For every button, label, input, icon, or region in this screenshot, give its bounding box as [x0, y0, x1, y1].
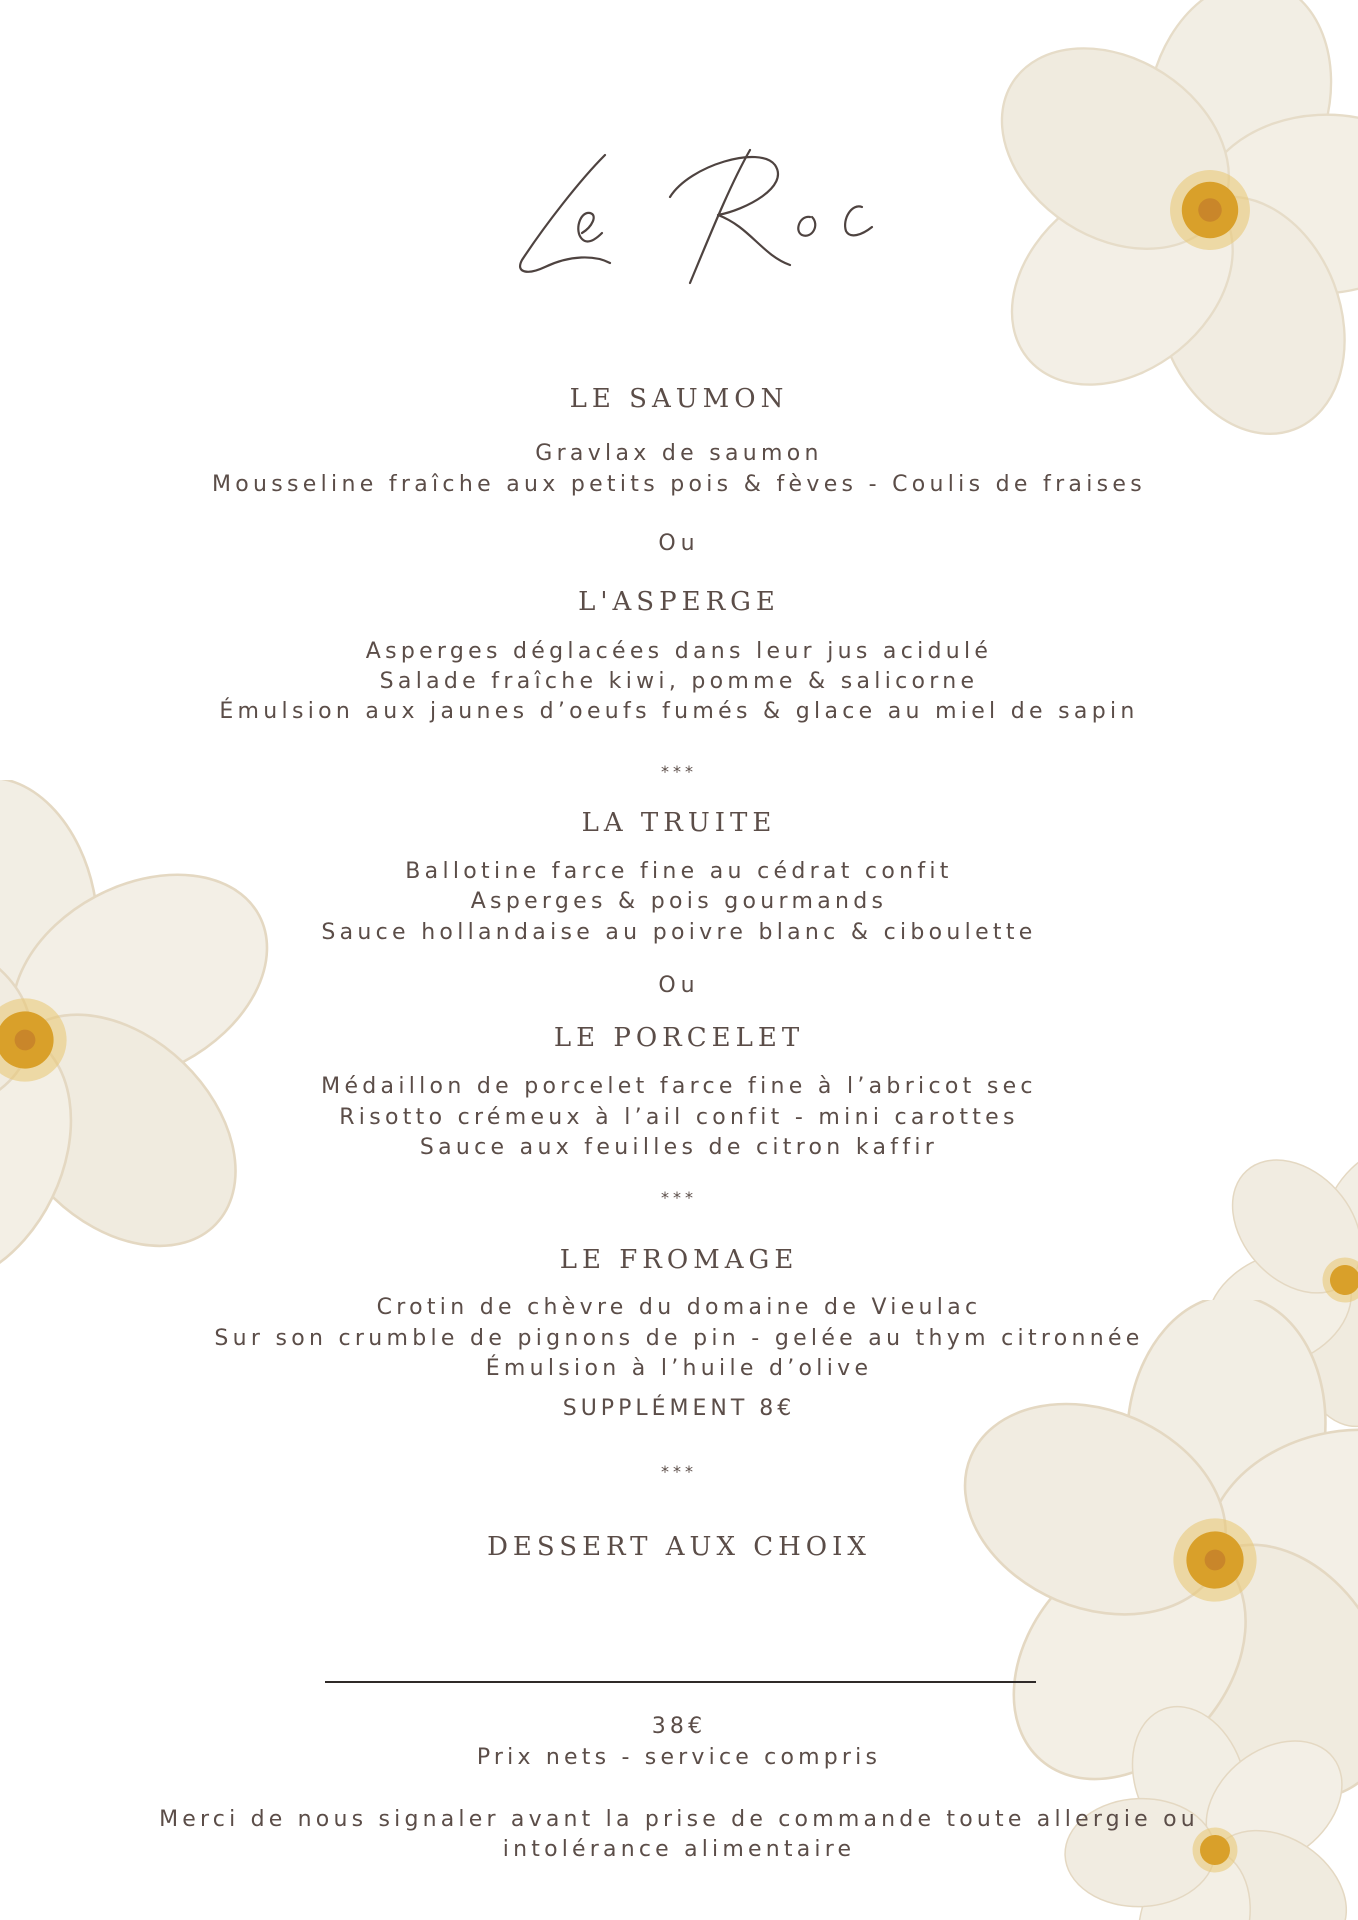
- supplement-label: SUPPLÉMENT 8€: [562, 1396, 796, 1421]
- dish-line: Sauce hollandaise au poivre blanc & ciboulette: [321, 920, 1037, 945]
- dish-line: Asperges déglacées dans leur jus acidulé: [365, 639, 993, 664]
- section-heading-saumon: LE SAUMON: [569, 384, 789, 414]
- separator-stars: ***: [661, 762, 697, 781]
- dish-line: Gravlax de saumon: [535, 441, 823, 466]
- dish-line: Mousseline fraîche aux petits pois & fèves - Coulis de fraises: [212, 472, 1146, 497]
- dish-line: Salade fraîche kiwi, pomme & salicorne: [379, 669, 979, 694]
- section-heading-fromage: LE FROMAGE: [559, 1245, 799, 1275]
- dish-line: Émulsion aux jaunes d’oeufs fumés & glace au miel de sapin: [219, 699, 1139, 724]
- section-heading-asperge: L'ASPERGE: [578, 587, 780, 617]
- dish-line: Risotto crémeux à l’ail confit - mini carottes: [339, 1105, 1019, 1130]
- section-heading-porcelet: LE PORCELET: [553, 1023, 805, 1053]
- section-heading-dessert: DESSERT AUX CHOIX: [487, 1532, 871, 1562]
- dish-line: Asperges & pois gourmands: [470, 889, 888, 914]
- menu-price: 38€: [651, 1714, 707, 1739]
- allergy-notice: intolérance alimentaire: [502, 1837, 856, 1862]
- dish-line: Ballotine farce fine au cédrat confit: [405, 859, 953, 884]
- allergy-notice: Merci de nous signaler avant la prise de commande toute allergie ou: [159, 1807, 1199, 1832]
- dish-line: Médaillon de porcelet farce fine à l’abricot sec: [321, 1074, 1037, 1099]
- separator-stars: ***: [661, 1188, 697, 1207]
- dish-line: Émulsion à l’huile d’olive: [485, 1356, 873, 1381]
- separator-stars: ***: [661, 1462, 697, 1481]
- separator-or: Ou: [658, 973, 700, 998]
- dish-line: Crotin de chèvre du domaine de Vieulac: [376, 1295, 982, 1320]
- dish-line: Sauce aux feuilles de citron kaffir: [419, 1135, 939, 1160]
- price-note: Prix nets - service compris: [476, 1745, 882, 1770]
- separator-or: Ou: [658, 531, 700, 556]
- divider-line: [325, 1681, 1036, 1683]
- section-heading-truite: LA TRUITE: [581, 808, 777, 838]
- dish-line: Sur son crumble de pignons de pin - gelée au thym citronnée: [214, 1326, 1144, 1351]
